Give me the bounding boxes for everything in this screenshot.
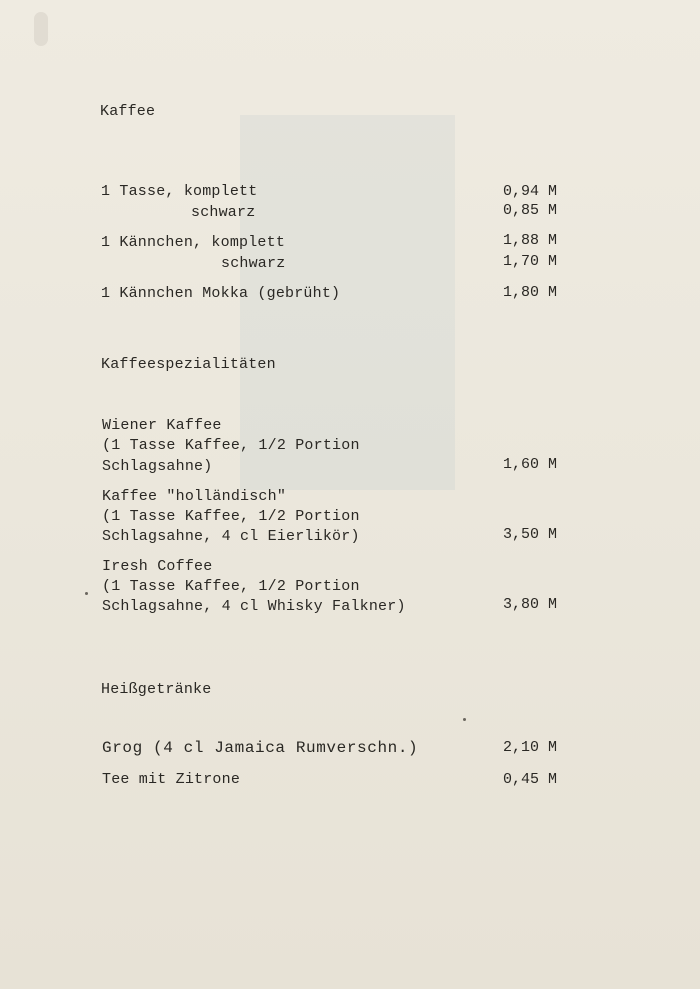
item-grog: Grog (4 cl Jamaica Rumverschn.) (102, 739, 419, 757)
item-kaennchen-schwarz: schwarz (221, 255, 286, 272)
paper-shadow-block (240, 115, 455, 490)
item-iresh-coffee-desc: (1 Tasse Kaffee, 1/2 Portion (102, 578, 360, 595)
price-tee-mit-zitrone: 0,45 M (503, 771, 558, 788)
item-iresh-coffee-title: Iresh Coffee (102, 558, 213, 575)
price-wiener-kaffee: 1,60 M (503, 456, 558, 473)
item-tasse-komplett: 1 Tasse, komplett (101, 183, 258, 200)
price-kaffee-hollaendisch: 3,50 M (503, 526, 558, 543)
paper-smudge (34, 12, 48, 46)
ink-speck (85, 592, 88, 595)
item-tasse-schwarz: schwarz (191, 204, 256, 221)
item-tee-mit-zitrone: Tee mit Zitrone (102, 771, 241, 788)
section-heading-heissgetraenke: Heißgetränke (101, 681, 212, 698)
item-wiener-kaffee-title: Wiener Kaffee (102, 417, 222, 434)
price-grog: 2,10 M (503, 739, 558, 756)
item-kaffee-hollaendisch-desc2: Schlagsahne, 4 cl Eierlikör) (102, 528, 360, 545)
item-wiener-kaffee-desc: (1 Tasse Kaffee, 1/2 Portion (102, 437, 360, 454)
item-kaennchen-komplett: 1 Kännchen, komplett (101, 234, 286, 251)
section-heading-kaffeespezialitaeten: Kaffeespezialitäten (101, 356, 276, 373)
item-kaffee-hollaendisch-title: Kaffee "holländisch" (102, 488, 287, 505)
item-wiener-kaffee-desc2: Schlagsahne) (102, 458, 213, 475)
price-tasse-komplett: 0,94 M (503, 183, 558, 200)
item-iresh-coffee-desc2: Schlagsahne, 4 cl Whisky Falkner) (102, 598, 406, 615)
item-kaffee-hollaendisch-desc: (1 Tasse Kaffee, 1/2 Portion (102, 508, 360, 525)
item-kaennchen-mokka: 1 Kännchen Mokka (gebrüht) (101, 285, 341, 302)
price-kaennchen-komplett: 1,88 M (503, 232, 558, 249)
ink-speck (463, 718, 466, 721)
section-heading-kaffee: Kaffee (100, 103, 156, 120)
price-kaennchen-mokka: 1,80 M (503, 284, 558, 301)
price-iresh-coffee: 3,80 M (503, 596, 558, 613)
price-kaennchen-schwarz: 1,70 M (503, 253, 558, 270)
price-tasse-schwarz: 0,85 M (503, 202, 558, 219)
